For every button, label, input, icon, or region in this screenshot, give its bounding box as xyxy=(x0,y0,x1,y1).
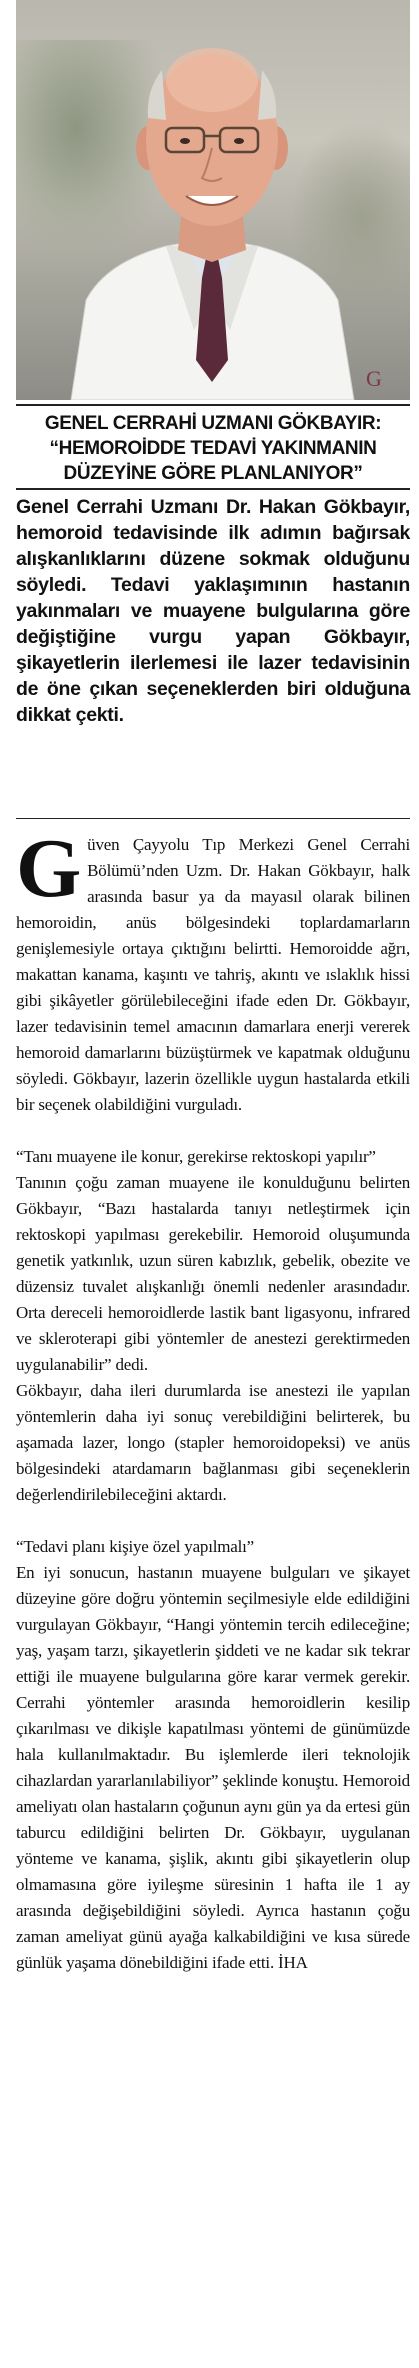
lead-paragraph: Genel Cerrahi Uzmanı Dr. Hakan Gökbayır, hemoroid tedavisinde ilk adımın bağırsak alışkanlıklarını düzene sokmak olduğunu söyledi. Tedavi yaklaşımının hastanın yakınmaları ve muayene bulgularına göre değiştiğine vurgu yapan Gökbayır, şikayetlerin ilerlemesi ile lazer tedavisinin de öne çıkan seçeneklerden biri olduğuna dikkat çekti. xyxy=(16,496,410,726)
subheading-1: “Tanı muayene ile konur, gerekirse rektoskopi yapılır” xyxy=(16,1147,376,1166)
body-paragraph-2: Tanının çoğu zaman muayene ile konulduğunu belirten Gökbayır, “Bazı hastalarda tanıyı netleştirmek için rektoskopi yapılması gerekebilir. Hemoroid oluşumunda genetik yatkınlık, uzun süren kabızlık, gebelik, obezite ve düzensiz tuvalet alışkanlığı önemli nedenler arasındadır. Orta dereceli hemoroidlerde lastik bant ligasyonu, infrared ve skleroterapi gibi yöntemler de anestezi gerektirmeden uygulanabilir” dedi. xyxy=(16,1173,410,1374)
paragraph-gap xyxy=(16,1508,410,1534)
subheading-2: “Tedavi planı kişiye özel yapılmalı” xyxy=(16,1537,255,1556)
doctor-portrait-photo xyxy=(16,0,410,400)
body-paragraph-1 xyxy=(16,822,410,1118)
lead-bottom-rule xyxy=(16,818,410,819)
clinic-logo-mark: G xyxy=(366,366,382,391)
body-paragraph-1-text: üven Çayyolu Tıp Merkezi Genel Cerrahi Bölümü’nden Uzm. Dr. Hakan Gökbayır, halk arasında basur ya da mayasıl olarak bilinen hemoroidin, anüs bölgesindeki toplardamarların genişlemesiyle ortaya çıktığını belirtti. Hemoroidde ağrı, makattan kanama, kaşıntı ve tahriş, akıntı ve ıslaklık hissi gibi şikâyetler görülebileceğini ifade eden Dr. Gökbayır, lazer tedavisinin temel amacının damarlara enerji vererek hemoroid damarlarını büzüştürmek ve kapatmak olduğunu söyledi. Gökbayır, lazerin özellikle uygun hastalarda etkili bir seçenek olabildiğini vurguladı. xyxy=(16,835,410,1114)
headline-top-rule xyxy=(16,404,410,406)
article-body xyxy=(16,822,410,1976)
headline-bottom-rule xyxy=(16,488,410,490)
headline: GENEL CERRAHİ UZMANI GÖKBAYIR: “HEMOROİDDE TEDAVİ YAKINMANIN DÜZEYİNE GÖRE PLANLANIYOR” xyxy=(44,413,382,484)
body-paragraph-4: En iyi sonucun, hastanın muayene bulguları ve şikayet düzeyine göre doğru yöntemin seçilmesiyle elde edildiğini vurgulayan Gökbayır, “Hangi yöntemin tercih edileceğine; yaş, yaşam tarzı, şikayetlerin şiddeti ve ne kadar sık tekrar ettiği ile muayene bulgularına göre karar vermek gerekir. Cerrahi yöntemler arasında hemoroidlerin kesilip çıkarılması ve dikişle kapatılması yöntemi de günümüzde hala kullanılmaktadır. Bu işlemlerde ileri teknolojik cihazlardan yararlanılabiliyor” şeklinde konuştu. Hemoroid ameliyatı olan hastaların çoğunun aynı gün ya da ertesi gün taburcu edildiğini belirten Dr. Gökbayır, uygulanan yönteme ve kanama, şişlik, akıntı gibi şikayetlerin olup olmamasına göre iyileşme süresinin 1 hafta ile 1 ay arasında değişebildiğini söyledi. Ayrıca hastanın çoğu zaman ameliyat günü ayağa kalkabildiğini ve kısa sürede günlük yaşama dönebildiğini ifade etti. İHA xyxy=(16,1563,410,1972)
drop-cap: G xyxy=(16,822,82,915)
body-paragraph-3: Gökbayır, daha ileri durumlarda ise anestezi ile yapılan yöntemlerin daha iyi sonuç verebildiğini belirterek, bu aşamada lazer, longo (stapler hemoroidopeksi) ve anüs bölgesindeki atardamarın bağlanması gibi seçeneklerin değerlendirilebileceğini aktardı. xyxy=(16,1381,410,1504)
portrait-drawing xyxy=(16,0,410,400)
paragraph-gap xyxy=(16,1118,410,1144)
